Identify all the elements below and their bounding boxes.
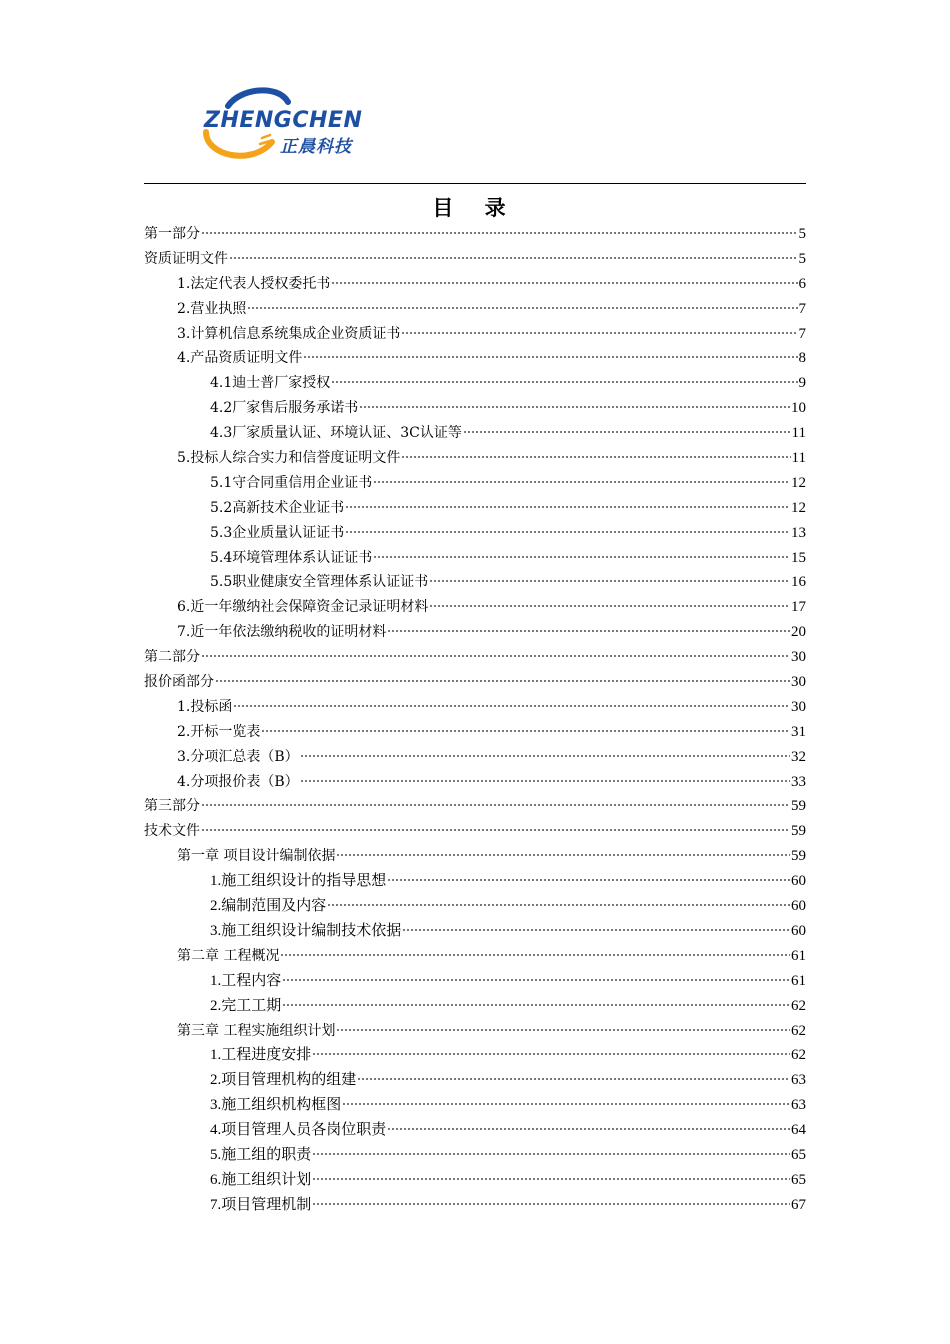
- dot-leader: [312, 1152, 790, 1156]
- dot-leader: [331, 380, 797, 384]
- dot-leader: [373, 480, 790, 484]
- dot-leader: [387, 629, 790, 633]
- toc-entry[interactable]: [144, 670, 806, 695]
- toc-entry-text: 1.工程进度安排: [210, 1047, 312, 1064]
- dot-leader: [229, 256, 798, 260]
- toc-entry-page: 64: [791, 1122, 806, 1139]
- toc-entry[interactable]: [144, 1093, 806, 1118]
- toc-entry-page: 17: [791, 599, 806, 616]
- dot-leader: [342, 1102, 790, 1106]
- dot-leader: [233, 704, 790, 708]
- toc-entry-text: 4.项目管理人员各岗位职责: [210, 1122, 387, 1139]
- toc-entry[interactable]: [144, 546, 806, 571]
- dot-leader: [215, 679, 790, 683]
- toc-entry[interactable]: [144, 346, 806, 371]
- toc-entry-text: 2.完工工期: [210, 997, 282, 1014]
- dot-leader: [357, 1077, 790, 1081]
- toc-entry-page: 61: [791, 947, 806, 964]
- toc-entry[interactable]: [144, 645, 806, 670]
- dot-leader: [300, 779, 790, 783]
- toc-entry-text: 3.施工组织机构框图: [210, 1097, 342, 1114]
- dot-leader: [280, 953, 790, 957]
- dot-leader: [345, 505, 790, 509]
- toc-entry-page: 61: [791, 972, 806, 989]
- toc-title: 目 录: [432, 196, 518, 220]
- toc-entry[interactable]: [144, 844, 806, 869]
- toc-entry-page: 67: [791, 1196, 806, 1213]
- toc-entry-page: 31: [791, 723, 806, 740]
- logo-wordmark: ZHENGCHEN: [204, 108, 363, 133]
- toc-entry-text: 7.近一年依法缴纳税收的证明材料: [177, 624, 387, 641]
- toc-entry-text: 3.分项汇总表（B）: [177, 748, 299, 765]
- toc-entry-page: 63: [791, 1097, 806, 1114]
- dot-leader: [387, 878, 790, 882]
- dot-leader: [401, 331, 797, 335]
- toc-entry[interactable]: [144, 496, 806, 521]
- toc-entry[interactable]: [144, 894, 806, 919]
- dot-leader: [463, 430, 791, 434]
- toc-entry-text: 4.产品资质证明文件: [177, 350, 303, 367]
- toc-entry-text: 6.施工组织计划: [210, 1171, 312, 1188]
- toc-entry[interactable]: [144, 720, 806, 745]
- toc-entry-page: 9: [798, 375, 806, 392]
- toc-entry-page: 15: [791, 549, 806, 566]
- toc-entry[interactable]: [144, 770, 806, 795]
- dot-leader: [282, 978, 790, 982]
- toc-entry-text: 4.分项报价表（B）: [177, 773, 299, 790]
- toc-entry[interactable]: [144, 794, 806, 819]
- dot-leader: [282, 1003, 790, 1007]
- toc-entry-page: 11: [791, 450, 806, 467]
- toc-entry[interactable]: [144, 521, 806, 546]
- header-divider: [144, 183, 806, 184]
- dot-leader: [201, 231, 798, 235]
- toc-entry[interactable]: [144, 1118, 806, 1143]
- toc-entry[interactable]: [144, 1143, 806, 1168]
- toc-entry[interactable]: [144, 322, 806, 347]
- toc-entry-text: 4.3厂家质量认证、环境认证、3C认证等: [210, 425, 462, 442]
- dot-leader: [303, 355, 797, 359]
- toc-entry-text: 2.编制范围及内容: [210, 898, 327, 915]
- toc-entry[interactable]: [144, 247, 806, 272]
- toc-entry[interactable]: [144, 1043, 806, 1068]
- toc-entry-page: 60: [791, 898, 806, 915]
- toc-entry-text: 5.5职业健康安全管理体系认证证书: [210, 574, 429, 591]
- toc-entry-text: 1.施工组织设计的指导思想: [210, 873, 387, 890]
- toc-entry-text: 5.2高新技术企业证书: [210, 499, 345, 516]
- dot-leader: [201, 803, 790, 807]
- toc-entry-page: 8: [798, 350, 806, 367]
- toc-entry-page: 12: [791, 499, 806, 516]
- toc-entry-page: 20: [791, 624, 806, 641]
- company-logo: [200, 86, 396, 166]
- toc-entry[interactable]: [144, 595, 806, 620]
- toc-entry[interactable]: [144, 969, 806, 994]
- toc-entry-page: 32: [791, 748, 806, 765]
- toc-entry-text: 资质证明文件: [144, 250, 228, 267]
- toc-entry-page: 30: [791, 649, 806, 666]
- toc-entry-page: 63: [791, 1072, 806, 1089]
- toc-entry-text: 5.3企业质量认证证书: [210, 524, 345, 541]
- dot-leader: [327, 903, 790, 907]
- toc-entry-page: 65: [791, 1146, 806, 1163]
- toc-entry[interactable]: [144, 1019, 806, 1044]
- toc-entry-page: 5: [798, 250, 806, 267]
- toc-entry[interactable]: [144, 222, 806, 247]
- dot-leader: [201, 828, 790, 832]
- dot-leader: [359, 405, 790, 409]
- toc-entry[interactable]: [144, 1068, 806, 1093]
- toc-entry-text: 报价函部分: [144, 674, 214, 691]
- toc-entry[interactable]: [144, 272, 806, 297]
- logo-chinese-name: 正晨科技: [280, 137, 352, 157]
- toc-entry-page: 6: [798, 275, 806, 292]
- toc-entry-page: 59: [791, 823, 806, 840]
- toc-entry-page: 59: [791, 848, 806, 865]
- toc-entry[interactable]: [144, 371, 806, 396]
- toc-entry-page: 30: [791, 674, 806, 691]
- toc-entry-text: 第三章 工程实施组织计划: [177, 1022, 336, 1039]
- toc-entry-text: 第二部分: [144, 649, 200, 666]
- dot-leader: [402, 928, 790, 932]
- dot-leader: [247, 306, 797, 310]
- dot-leader: [345, 530, 790, 534]
- toc-entry[interactable]: [144, 471, 806, 496]
- toc-entry-page: 16: [791, 574, 806, 591]
- dot-leader: [336, 1028, 790, 1032]
- toc-entry-text: 5.4环境管理体系认证证书: [210, 549, 373, 566]
- toc-entry-page: 13: [791, 524, 806, 541]
- toc-entry-page: 62: [791, 997, 806, 1014]
- toc-entry-text: 2.项目管理机构的组建: [210, 1072, 357, 1089]
- toc-entry[interactable]: [144, 695, 806, 720]
- dot-leader: [331, 281, 797, 285]
- toc-entry-text: 1.法定代表人授权委托书: [177, 275, 331, 292]
- toc-entry[interactable]: [144, 620, 806, 645]
- toc-entry-text: 4.1迪士普厂家授权: [210, 375, 331, 392]
- toc-entry-text: 5.施工组的职责: [210, 1146, 312, 1163]
- dot-leader: [387, 1127, 790, 1131]
- toc-entry-text: 1.工程内容: [210, 972, 282, 989]
- dot-leader: [401, 455, 790, 459]
- dot-leader: [312, 1052, 790, 1056]
- toc-entry-page: 62: [791, 1047, 806, 1064]
- toc-entry-text: 第三部分: [144, 798, 200, 815]
- toc-entry[interactable]: [144, 297, 806, 322]
- toc-entry[interactable]: [144, 919, 806, 944]
- toc-entry-text: 7.项目管理机制: [210, 1196, 312, 1213]
- toc-entry-text: 2.开标一览表: [177, 723, 261, 740]
- toc-entry[interactable]: [144, 1193, 806, 1218]
- dot-leader: [336, 853, 790, 857]
- toc-entry-text: 技术文件: [144, 823, 200, 840]
- toc-entry-page: 65: [791, 1171, 806, 1188]
- toc-entry[interactable]: [144, 421, 806, 446]
- toc-entry-page: 62: [791, 1022, 806, 1039]
- toc-entry-text: 1.投标函: [177, 698, 233, 715]
- toc-entry-page: 59: [791, 798, 806, 815]
- toc-entry-text: 3.施工组织设计编制技术依据: [210, 922, 402, 939]
- toc-entry-page: 11: [791, 425, 806, 442]
- toc-entry-text: 5.投标人综合实力和信誉度证明文件: [177, 450, 401, 467]
- dot-leader: [261, 729, 790, 733]
- toc-entry-page: 7: [798, 300, 806, 317]
- toc-entry-text: 6.近一年缴纳社会保障资金记录证明材料: [177, 599, 429, 616]
- toc-entry-page: 5: [798, 226, 806, 242]
- toc-entry-text: 第一章 项目设计编制依据: [177, 848, 336, 865]
- toc-entry[interactable]: [144, 745, 806, 770]
- toc-entry-text: 第一部分: [144, 226, 200, 242]
- dot-leader: [373, 555, 790, 559]
- toc-entry-page: 7: [798, 325, 806, 342]
- dot-leader: [312, 1202, 790, 1206]
- toc-entry[interactable]: [144, 396, 806, 421]
- dot-leader: [300, 754, 790, 758]
- toc-entry-page: 60: [791, 873, 806, 890]
- toc-entry-page: 10: [791, 400, 806, 417]
- toc-entry[interactable]: [144, 994, 806, 1019]
- toc-entry-page: 12: [791, 474, 806, 491]
- dot-leader: [312, 1177, 790, 1181]
- toc-entry-page: 60: [791, 922, 806, 939]
- dot-leader: [429, 579, 790, 583]
- toc-entry-text: 3.计算机信息系统集成企业资质证书: [177, 325, 401, 342]
- table-of-contents: [144, 222, 806, 1218]
- toc-entry[interactable]: [144, 819, 806, 844]
- toc-entry[interactable]: [144, 944, 806, 969]
- dot-leader: [429, 604, 790, 608]
- toc-entry[interactable]: [144, 869, 806, 894]
- toc-entry-text: 2.营业执照: [177, 300, 247, 317]
- toc-entry[interactable]: [144, 570, 806, 595]
- dot-leader: [201, 654, 790, 658]
- toc-entry-page: 30: [791, 698, 806, 715]
- toc-entry-text: 4.2厂家售后服务承诺书: [210, 400, 359, 417]
- toc-entry-text: 5.1守合同重信用企业证书: [210, 474, 373, 491]
- toc-entry[interactable]: [144, 446, 806, 471]
- toc-entry-page: 33: [791, 773, 806, 790]
- toc-entry-text: 第二章 工程概况: [177, 947, 280, 964]
- toc-entry[interactable]: [144, 1168, 806, 1193]
